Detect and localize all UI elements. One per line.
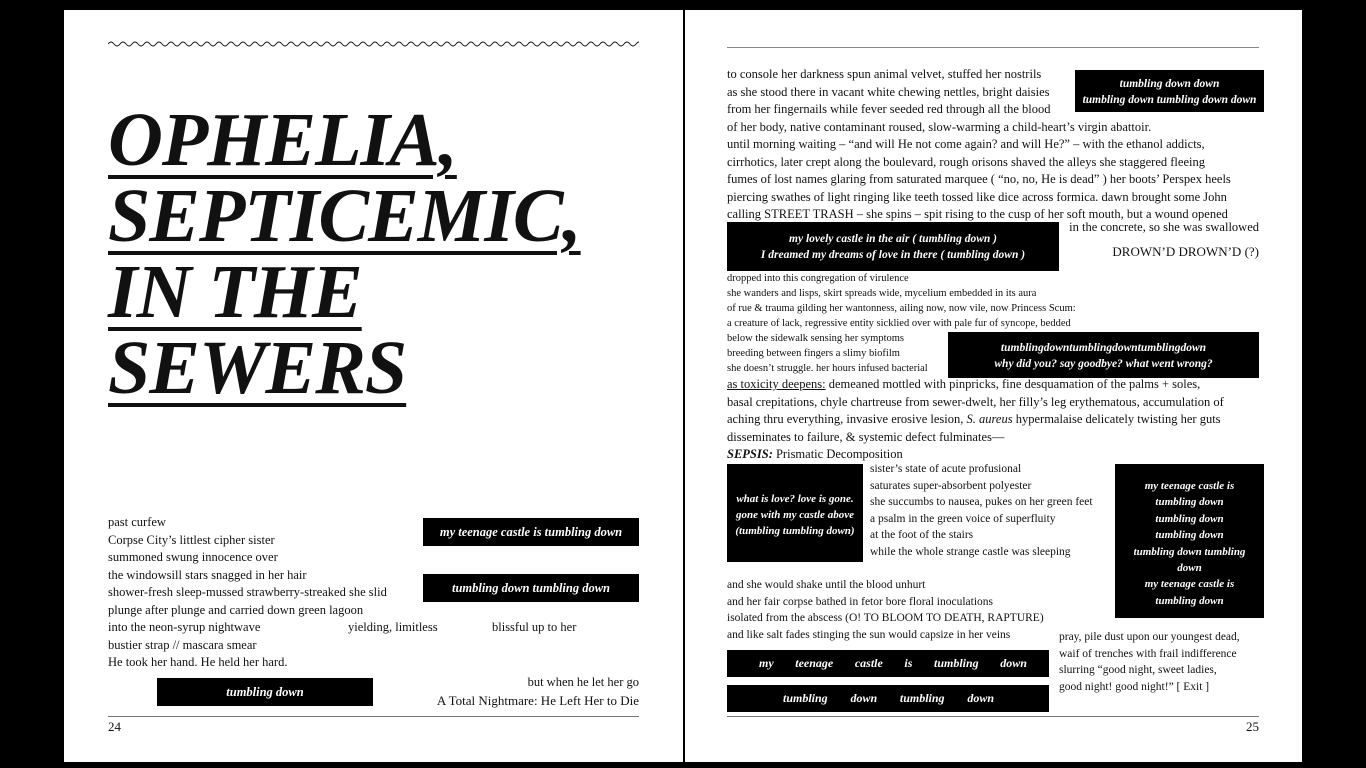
poem-word-yielding: yielding, limitless [348,620,438,634]
poem-line: slurring “good night, sweet ladies, [1059,664,1217,676]
poem-line: the windowsill stars snagged in her hair [108,567,307,582]
poem-line: He took her hand. He held her hard. [108,655,288,669]
poem-line: good night! good night!” [ Exit ] [1059,680,1210,693]
box-line: tumbling down [1155,529,1224,542]
stanza-bottom [727,577,1044,643]
poem-line: and like salt fades stinging the sun would capsize in her veins [727,628,1011,641]
box-line: my lovely castle in the air ( tumbling down ) [789,233,997,245]
poem-line: and she would shake until the blood unhurt [727,579,926,591]
box-line: tumblingdowntumblingdowntumblingdown [1000,342,1207,354]
poem-line: basal crepitations, chyle chartreuse from sewer-dwelt, her filly’s leg erythematous, accumulation of [727,394,1224,409]
box-word: down [967,691,994,705]
box-line: gone with my castle above [736,509,854,521]
poem-line: past curfew [108,515,166,529]
toxicity-label: as toxicity deepens: [727,377,826,391]
box-why-goodbye [948,332,1259,378]
wavy-rule [108,40,639,48]
poem-line: shower-fresh sleep-mussed strawberry-streaked she slid [108,585,387,599]
aching-italic: S. aureus [966,412,1013,426]
box-line: (tumbling tumbling down) [735,525,855,537]
box-word: tumbling [899,691,945,705]
box-spaced-castle [727,650,1049,677]
poem-line: fumes of lost names glaring from saturated marquee ( “no, no, He is dead” ) her boots’ Perspex heels [727,172,1231,186]
poem-line: a creature of lack, regressive entity sicklied over with pale fur of syncope, bedded [727,318,1071,329]
poem-line: sister’s state of acute profusional [870,463,1022,475]
header-rule [727,47,1259,48]
ending-line-1: but when he let her go [527,675,639,689]
page-number: 24 [108,719,121,734]
poem-line: plunge after plunge and carried down green lagoon [108,602,364,617]
poem-line: Corpse City’s littlest cipher sister [108,532,275,547]
box-tumbling-twice: tumbling down tumbling down [423,574,639,602]
box-line: tumbling down down [1119,78,1220,90]
poem-line [727,376,1224,394]
poem-line: into the neon-syrup nightwave [108,620,261,634]
box-line: tumbling down [1155,496,1224,509]
drowned-heading: DROWN’D DROWN’D (?) [1112,244,1259,259]
title-line-4: SEWERS [108,326,407,410]
footer-rule [727,716,1259,717]
box-word: castle [854,656,883,670]
poem-line: as she stood there in vacant white chewing nettles, bright daisies [727,84,1050,99]
box-line: I dreamed my dreams of love in there ( tumbling down ) [760,249,1026,261]
footer-rule [108,716,639,717]
box-word: tumbling [934,656,979,670]
poem-line: dropped into this congregation of virulence [727,273,909,284]
poem-line: below the sidewalk sensing her symptoms [727,333,905,344]
poem-line: she succumbs to nausea, pukes on her green feet [870,496,1093,508]
poem-line: she wanders and lisps, skirt spreads wide, mycelium embedded in its aura [727,288,1037,299]
poem-line: she doesn’t struggle. her hours infused bacterial [727,363,928,374]
box-line: what is love? love is gone. [736,493,854,505]
poem-line: while the whole strange castle was sleeping [870,545,1071,558]
box-line: my teenage castle is [1144,480,1235,492]
sepsis-label: SEPSIS: [727,447,773,461]
box-line: tumbling down [1155,512,1224,525]
box-word: teenage [795,656,834,670]
box-spaced-tumbling [727,685,1049,712]
poem-line: and her fair corpse bathed in fetor bore floral inoculations [727,595,993,608]
poem-line: piercing swathes of light ringing like teeth tossed like dice across formica. dawn brought some John [727,189,1227,204]
title-line-3: IN THE [108,250,362,334]
poem-line: a psalm in the green voice of superfluity [870,512,1056,525]
poem-line: until morning waiting – “and will He not come again? and will He?” – with the ethanol addicts, [727,137,1205,151]
toxicity-text: demeaned mottled with pinpricks, fine desquamation of the palms + soles, [825,377,1201,391]
box-word: down [1000,656,1027,670]
aching-text-end: hypermalaise delicately twisting her guts [1012,412,1221,426]
poem-line: of rue & trauma gilding her wantonness, ailing now, now vile, now Princess Scum: [727,303,1076,314]
poem-line: isolated from the abscess (O! TO BLOOM TO DEATH, RAPTURE) [727,612,1044,624]
poem-line: of her body, native contaminant roused, slow-warming a child-heart’s virgin abattoir. [727,119,1152,134]
left-page [64,10,683,762]
poem-line: calling STREET TRASH – she spins – spit rising to the cusp of her soft mouth, but a wound opened [727,207,1228,221]
box-tumbling-down: tumbling down [157,678,373,706]
poem-line: to console her darkness spun animal velvet, stuffed her nostrils [727,67,1042,81]
ending-line-2: A Total Nightmare: He Left Her to Die [436,693,639,708]
sepsis-text: Prismatic Decomposition [772,447,903,461]
aching-text: aching thru everything, invasive erosive lesion, [727,412,967,426]
stanza-middle [870,461,1093,560]
box-word: my [759,656,774,670]
poem-left [108,514,387,672]
stanza-pray [1059,629,1240,695]
poem-line: summoned swung innocence over [108,550,278,564]
box-teenage-castle-tall [1115,464,1264,618]
poem-line: breeding between fingers a slimy biofilm [727,348,900,359]
box-line: my teenage castle is [1144,578,1235,591]
page-number: 25 [1246,719,1259,734]
box-castle-air [727,222,1059,271]
box-line: tumbling down tumbling down down [1082,94,1257,106]
box-line: why did you? say goodbye? what went wrong? [994,358,1213,370]
box-top-tumbling [1075,70,1264,112]
box-teenage-castle: my teenage castle is tumbling down [423,518,639,546]
poem-line: waif of trenches with frail indifference [1059,647,1237,660]
box-line: tumbling down [1155,594,1224,607]
box-line: tumbling down tumbling [1133,545,1246,558]
poem-line: pray, pile dust upon our youngest dead, [1059,631,1240,643]
stanza-toxicity [727,376,1224,464]
poem-line: cirrhotics, later crept along the boulevard, rough orisons shaved the alleys she staggered fleeing [727,154,1205,169]
box-line: down [1177,562,1202,575]
poem-line: disseminates to failure, & systemic defect fulminates— [727,429,1005,444]
title-line-1: OPHELIA, [108,98,457,182]
poem-line: saturates super-absorbent polyester [870,479,1032,492]
title-line-2: SEPTICEMIC, [108,174,581,258]
poem-line [727,411,1224,429]
poem-line: at the foot of the stairs [870,529,974,541]
poem-line: bustier strap // mascara smear [108,637,257,652]
box-word: down [850,691,878,705]
box-word: is [904,656,913,670]
poem-line: from her fingernails while fever seeded red through all the blood [727,102,1051,116]
concrete-line: in the concrete, so she was swallowed [1069,220,1259,234]
right-page [685,10,1302,762]
box-what-is-love [727,464,863,562]
box-word: tumbling [783,691,828,705]
poem-word-blissful: blissful up to her [492,620,577,634]
